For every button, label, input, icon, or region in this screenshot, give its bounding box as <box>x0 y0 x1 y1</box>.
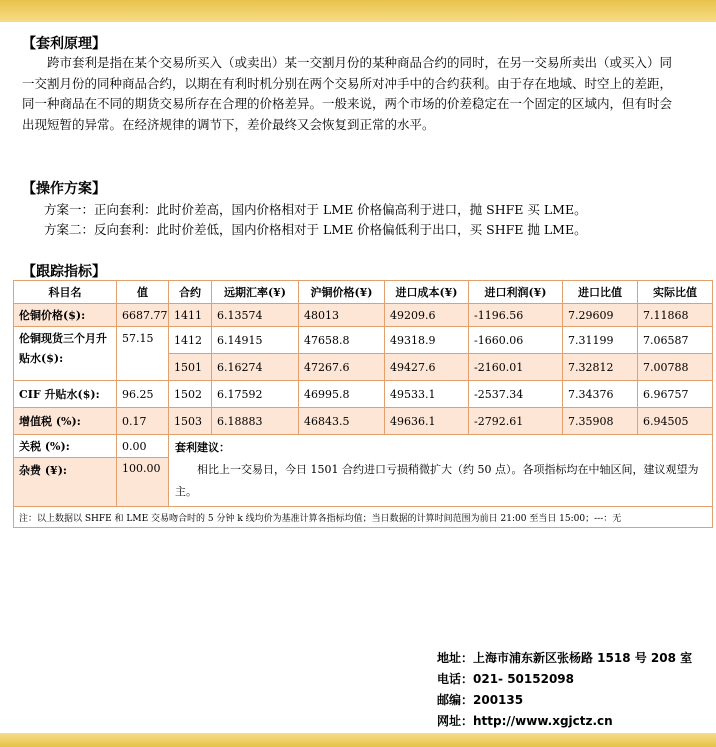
plan-two: 方案二：反向套利：此时价差低，国内价格相对于 LME 价格偏低利于出口，买 SHFE 抛 LME。 <box>44 222 587 237</box>
header-cell: 实际比值 <box>638 281 713 304</box>
fx-cell: 6.16274 <box>212 354 299 381</box>
contract-cell: 1412 <box>169 327 212 354</box>
table-row <box>14 327 713 354</box>
actual-ratio-cell: 6.94505 <box>638 408 713 435</box>
shfe-price-cell: 47267.6 <box>299 354 385 381</box>
header-cell: 沪铜价格(¥) <box>299 281 385 304</box>
import-ratio-cell: 7.32812 <box>563 354 638 381</box>
import-cost-cell: 49533.1 <box>385 381 469 408</box>
table-note-row <box>14 507 713 528</box>
header-cell: 进口成本(¥) <box>385 281 469 304</box>
misc-value: 100.00 <box>117 458 169 507</box>
top-decorative-bar <box>0 0 716 22</box>
import-ratio-cell: 7.34376 <box>563 381 638 408</box>
contract-cell: 1503 <box>169 408 212 435</box>
table-header-row <box>14 281 713 304</box>
import-profit-cell: -2160.01 <box>469 354 563 381</box>
import-ratio-cell: 7.29609 <box>563 304 638 327</box>
contact-postcode: 邮编：200135 <box>437 693 524 707</box>
import-cost-cell: 49427.6 <box>385 354 469 381</box>
header-cell: 值 <box>117 281 169 304</box>
table-note: 注：以上数据以 SHFE 和 LME 交易吻合时的 5 分钟 k 线均价为基准计算各指标均值；当日数据的计算时间范围为前日 21:00 至当日 15:00；---：无 <box>14 507 713 528</box>
shfe-price-cell: 47658.8 <box>299 327 385 354</box>
import-cost-cell: 49209.6 <box>385 304 469 327</box>
actual-ratio-cell: 7.06587 <box>638 327 713 354</box>
row-value: 57.15 <box>117 327 169 381</box>
advice-cell <box>169 435 713 507</box>
import-cost-cell: 49636.1 <box>385 408 469 435</box>
row-value: 0.17 <box>117 408 169 435</box>
header-cell: 科目名 <box>14 281 117 304</box>
plan-title: 【操作方案】 <box>22 181 106 197</box>
row-value: 6687.77 <box>117 304 169 327</box>
contact-phone: 电话：021- 50152098 <box>437 672 575 686</box>
fx-cell: 6.17592 <box>212 381 299 408</box>
table-row <box>14 435 713 458</box>
row-label: 伦铜价格($): <box>14 304 117 327</box>
advice-text: 相比上一交易日，今日 1501 合约进口亏损稍微扩大（约 50 点）。各项指标均在中轴区间，建议观望为主。 <box>175 463 699 498</box>
principle-text: 跨市套利是指在某个交易所买入（或卖出）某一交割月份的某种商品合约的同时，在另一交易所卖出（或买入）同一交割月份的同种商品合约，以期在有利时机分别在两个交易所对冲手中的合约获利。由于存在地域、时空上的差距，同一种商品在不同的期货交易所存在合理的价格差异。一般来说，两个市场的价差稳定在一个固定的区域内，但有时会出现短暂的异常。在经济规律的调节下，差价最终又会恢复到正常的水平。 <box>22 55 673 132</box>
import-ratio-cell: 7.31199 <box>563 327 638 354</box>
shfe-price-cell: 46843.5 <box>299 408 385 435</box>
row-value: 96.25 <box>117 381 169 408</box>
bottom-decorative-bar <box>0 733 716 747</box>
table-row <box>14 408 713 435</box>
header-cell: 合约 <box>169 281 212 304</box>
misc-label: 杂费 (¥): <box>14 458 117 507</box>
import-profit-cell: -2537.34 <box>469 381 563 408</box>
actual-ratio-cell: 7.11868 <box>638 304 713 327</box>
shfe-price-cell: 46995.8 <box>299 381 385 408</box>
shfe-price-cell: 48013 <box>299 304 385 327</box>
advice-title: 套利建议： <box>175 441 230 454</box>
contact-address: 地址：上海市浦东新区张杨路 1518 号 208 室 <box>437 651 693 665</box>
tracking-title: 【跟踪指标】 <box>22 264 106 280</box>
contract-cell: 1501 <box>169 354 212 381</box>
contract-cell: 1411 <box>169 304 212 327</box>
import-profit-cell: -1196.56 <box>469 304 563 327</box>
tariff-value: 0.00 <box>117 435 169 458</box>
contact-website[interactable]: 网址：http://www.xgjctz.cn <box>437 714 613 728</box>
import-profit-cell: -1660.06 <box>469 327 563 354</box>
contract-cell: 1502 <box>169 381 212 408</box>
fx-cell: 6.13574 <box>212 304 299 327</box>
tariff-label: 关税 (%): <box>14 435 117 458</box>
principle-title: 【套利原理】 <box>22 36 106 52</box>
import-profit-cell: -2792.61 <box>469 408 563 435</box>
actual-ratio-cell: 7.00788 <box>638 354 713 381</box>
table-row <box>14 381 713 408</box>
actual-ratio-cell: 6.96757 <box>638 381 713 408</box>
row-label: 伦铜现货三个月升贴水($): <box>14 327 117 381</box>
header-cell: 进口利润(¥) <box>469 281 563 304</box>
import-cost-cell: 49318.9 <box>385 327 469 354</box>
fx-cell: 6.18883 <box>212 408 299 435</box>
row-label: 增值税 (%): <box>14 408 117 435</box>
table-row <box>14 304 713 327</box>
fx-cell: 6.14915 <box>212 327 299 354</box>
header-cell: 远期汇率(¥) <box>212 281 299 304</box>
tracking-table <box>13 280 713 528</box>
header-cell: 进口比值 <box>563 281 638 304</box>
plan-one: 方案一：正向套利：此时价差高，国内价格相对于 LME 价格偏高利于进口，抛 SHFE 买 LME。 <box>44 202 587 217</box>
contact-block <box>437 648 692 732</box>
row-label: CIF 升贴水($): <box>14 381 117 408</box>
import-ratio-cell: 7.35908 <box>563 408 638 435</box>
